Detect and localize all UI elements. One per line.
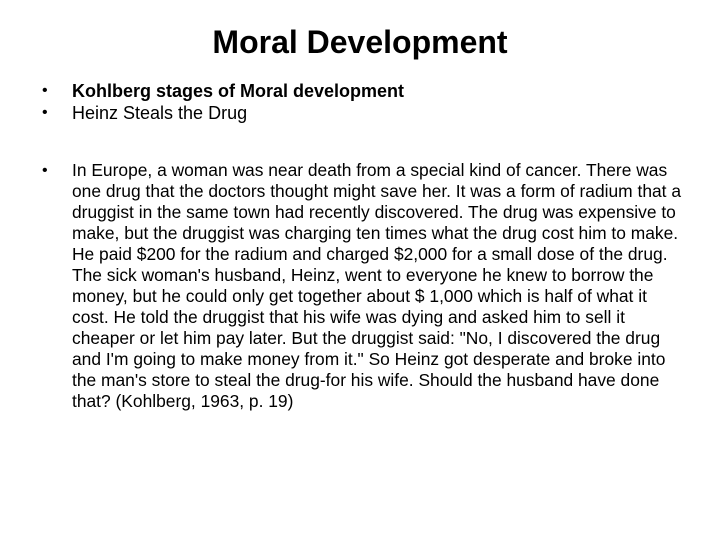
bullet-icon: • — [42, 82, 48, 99]
top-bullet-list — [42, 80, 682, 124]
bullet-item-kohlberg-stages — [42, 80, 682, 102]
body-bullet-list — [42, 160, 682, 412]
dilemma-text: In Europe, a woman was near death from a special kind of cancer. There was one drug that the doctors thought might save her. It was a form of radium that a druggist in the same town had recently discovered. The drug was expensive to make, but the druggist was charging ten times what the drug cost him to make. He paid $200 for the radium and charged $2,000 for a small dose of the drug. The sick woman's husband, Heinz, went to everyone he knew to borrow the money, but he could only get together about $ 1,000 which is half of what it cost. He told the druggist that his wife was dying and asked him to sell it cheaper or let him pay later. But the druggist said: "No, I discovered the drug and I'm going to make money from it." So Heinz got desperate and broke into the man's store to steal the drug-for his wife. Should the husband have done that? (Kohlberg, 1963, p. 19) — [72, 160, 682, 411]
bullet-icon: • — [42, 104, 48, 121]
bullet-item-heinz — [42, 102, 682, 124]
bullet-text: Heinz Steals the Drug — [72, 103, 248, 123]
bullet-text: Kohlberg stages of Moral development — [72, 81, 405, 101]
slide-title: Moral Development — [212, 24, 508, 60]
bullet-item-heinz-dilemma — [42, 160, 682, 412]
bullet-icon: • — [42, 162, 48, 179]
